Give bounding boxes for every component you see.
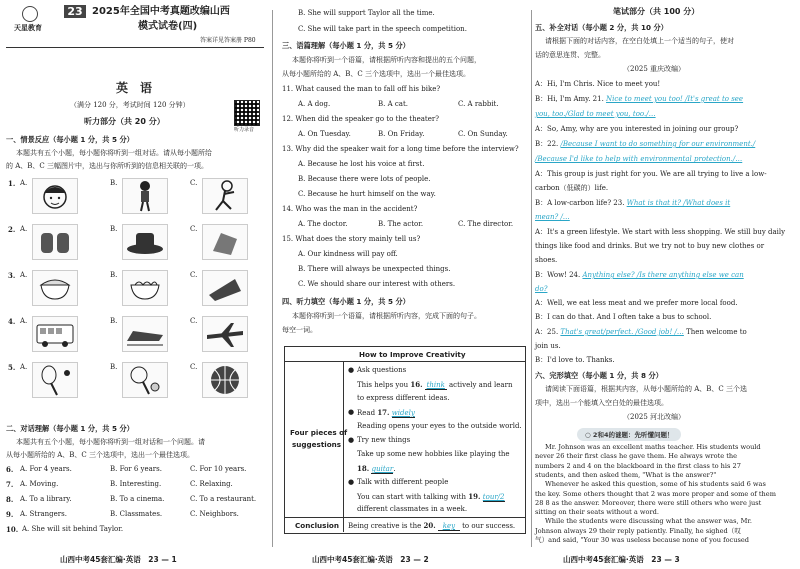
dialog-line: shoes. bbox=[535, 256, 558, 264]
item3-line2: 18. guitar. bbox=[357, 464, 396, 473]
option-a[interactable]: A. Strangers. bbox=[20, 510, 67, 518]
option-b[interactable]: B. A cat. bbox=[378, 100, 409, 108]
opt-a-label: A. bbox=[20, 317, 28, 325]
q-number: 2. bbox=[8, 225, 16, 234]
opt-a-label: A. bbox=[20, 363, 28, 371]
option-c[interactable]: C. For 10 years. bbox=[190, 465, 247, 473]
option-c[interactable]: C. Relaxing. bbox=[190, 480, 233, 488]
subject-title: 英 语 bbox=[116, 81, 153, 95]
q13-stem: 13. Why did the speaker wait for a long time before the interview? bbox=[282, 145, 519, 153]
bullet-icon: ● bbox=[348, 408, 355, 416]
tennis-icon[interactable] bbox=[122, 362, 168, 398]
boy-standing-icon[interactable] bbox=[122, 178, 168, 214]
passage-line: Mr. Johnson was an excellent maths teacher. His students would bbox=[545, 443, 761, 451]
item3-bullet: Try new things bbox=[357, 436, 411, 444]
dialog-line: A：Well, we eat less meat and we prefer more local food. bbox=[535, 299, 738, 307]
answer-reference: 答案详见答案册 P80 bbox=[200, 37, 256, 44]
column-1 bbox=[0, 0, 268, 569]
bullet-icon: ● bbox=[348, 478, 355, 486]
conclusion-text: Being creative is the 20. key to our success. bbox=[348, 521, 516, 530]
dialog-line: join us. bbox=[535, 342, 561, 350]
option-c[interactable]: C. A rabbit. bbox=[458, 100, 499, 108]
sec2-instr1: 本题共有五个小题，每小题你将听到一组对话和一个问题。请 bbox=[16, 438, 205, 446]
option-a[interactable]: A. To a library. bbox=[20, 495, 72, 503]
passage-line: numbers 2 and 4 on the blackboard in the first class to his 27 bbox=[535, 461, 741, 470]
passage-line: Johnson always 29 their reply patiently. Finally, he sighed（叹 bbox=[535, 526, 741, 535]
item1-line1: This helps you 16. think actively and learn bbox=[357, 380, 513, 389]
bus-icon[interactable] bbox=[32, 316, 78, 352]
dialog-line: B：A low-carbon life? 23. What is that it? /What does it bbox=[535, 199, 731, 207]
q12-stem: 12. When did the speaker go to the theater? bbox=[282, 115, 439, 123]
sec3-title: 三、语篇理解（每小题 1 分，共 5 分） bbox=[282, 41, 410, 50]
sec4-title: 四、听力填空（每小题 1 分，共 5 分） bbox=[282, 297, 410, 306]
source-note-1: （2025 重庆改编） bbox=[623, 65, 686, 73]
column-3 bbox=[533, 0, 795, 569]
opt-c-label: C. bbox=[190, 225, 198, 233]
dialog-line: B：22. /Because I want to do something for our environment./ bbox=[535, 140, 756, 148]
rice-bowl-icon[interactable] bbox=[32, 270, 78, 306]
written-title: 笔试部分（共 100 分） bbox=[613, 7, 700, 16]
passage-line: 28 8 as the answer. Moreover, there were still others who were just bbox=[535, 498, 762, 507]
opt-c-label: C. bbox=[190, 317, 198, 325]
sec1-title: 一、情景反应（每小题 1 分，共 5 分） bbox=[6, 135, 134, 144]
option-c[interactable]: C. Because he hurt himself on the way. bbox=[298, 190, 436, 198]
set-number-badge: 23 bbox=[64, 5, 86, 18]
basketball-icon[interactable] bbox=[202, 362, 248, 398]
passage-line: sitting on their seats without a word. bbox=[535, 508, 659, 517]
q-number: 5. bbox=[8, 363, 16, 372]
brand-logo bbox=[10, 6, 54, 36]
exam-title-line1: 2025年全国中考真题改编山西 bbox=[92, 6, 230, 17]
gloves-icon[interactable] bbox=[32, 224, 78, 260]
child-running-icon[interactable] bbox=[202, 178, 248, 214]
airplane-icon[interactable] bbox=[202, 316, 248, 352]
sec4-instr2: 每空一词。 bbox=[282, 326, 317, 334]
brand-name: 天星教育 bbox=[14, 23, 42, 32]
sec4-instr1: 本题你将听到一个语篇，请根据所听内容，完成下面的句子。 bbox=[292, 312, 481, 320]
column-2 bbox=[278, 0, 530, 569]
sec2-title: 二、对话理解（每小题 1 分，共 5 分） bbox=[6, 424, 134, 433]
qr-caption: 听力录音 bbox=[234, 127, 255, 133]
conclusion-label: Conclusion bbox=[295, 521, 339, 530]
q11-stem: 11. What caused the man to fall off his bike? bbox=[282, 85, 441, 93]
option-a[interactable]: A. Because he lost his voice at first. bbox=[298, 160, 425, 168]
sec5-instr1: 请根据下面的对话内容，在空白处填上一个适当的句子，使对 bbox=[545, 37, 734, 45]
opt-b-label: B. bbox=[110, 271, 118, 279]
dialog-line: B：I can do that. And I often take a bus to school. bbox=[535, 313, 712, 321]
answer-21[interactable]: Nice to meet you too! /It's great to see bbox=[606, 95, 744, 103]
answer-24-cont[interactable]: do? bbox=[535, 285, 548, 293]
answer-25[interactable]: That's great/perfect. /Good job! /… bbox=[560, 328, 684, 336]
table-title: How to Improve Creativity bbox=[359, 350, 466, 359]
q-number: 6. bbox=[6, 465, 14, 474]
answer-20[interactable]: key bbox=[438, 523, 460, 531]
dialog-line: A：So, Amy, why are you interested in joining our group? bbox=[535, 125, 739, 133]
qr-code[interactable] bbox=[234, 100, 260, 126]
q-number: 4. bbox=[8, 317, 16, 326]
suggestions-label-2: suggestions bbox=[292, 440, 342, 449]
listening-title: 听力部分（共 20 分） bbox=[84, 117, 165, 126]
item4-line2: different classmates in a week. bbox=[357, 505, 468, 513]
item4-bullet: Talk with different people bbox=[357, 478, 449, 486]
q10-option-c[interactable]: C. She will take part in the speech competition. bbox=[298, 25, 467, 33]
sec3-instr2: 从每小题所给的 A、B、C 三个选项中，选出一个最佳选项。 bbox=[282, 70, 471, 78]
creativity-table bbox=[284, 346, 526, 534]
option-b[interactable]: B. On Friday. bbox=[378, 130, 425, 138]
answer-22[interactable]: /Because I want to do something for our environment./ bbox=[560, 140, 756, 148]
passage-line: students, and then asked them, "What is the answer?" bbox=[535, 470, 717, 479]
opt-b-label: B. bbox=[110, 363, 118, 371]
answer-23[interactable]: What is that it? /What does it bbox=[626, 199, 731, 207]
glove-icon[interactable] bbox=[202, 224, 248, 260]
dialog-line: A：It's a green lifestyle. We start with less shopping. We still buy daily bbox=[535, 228, 786, 236]
source-note-2: （2025 河北改编） bbox=[623, 413, 686, 421]
dialog-line: A：Hi, I'm Chris. Nice to meet you! bbox=[535, 80, 661, 88]
opt-a-label: A. bbox=[20, 271, 28, 279]
noodles-icon[interactable] bbox=[122, 270, 168, 306]
option-a[interactable]: A. The doctor. bbox=[298, 220, 348, 228]
opt-c-label: C. bbox=[190, 363, 198, 371]
sec5-instr2: 话的意思连贯、完整。 bbox=[535, 51, 605, 59]
item4-line1: You can start with talking with 19. tour/2 bbox=[357, 492, 505, 501]
score-note: （满分 120 分，考试时间 120 分钟） bbox=[70, 101, 190, 109]
q-number: 8. bbox=[6, 495, 14, 504]
dialog-line: things like food and drinks. But we try not to buy new clothes or bbox=[535, 242, 765, 250]
sec2-instr2: 从每小题所给的 A、B、C 三个选项中，选出一个最佳选项。 bbox=[6, 451, 195, 459]
option-b[interactable]: B. There will always be unexpected things. bbox=[298, 265, 451, 273]
cake-icon[interactable] bbox=[202, 270, 248, 306]
dialog-line: A：25. That's great/perfect. /Good job! /… Then welcome to bbox=[535, 328, 747, 336]
q14-stem: 14. Who was the man in the accident? bbox=[282, 205, 418, 213]
option-b[interactable]: B. The actor. bbox=[378, 220, 424, 228]
title-rule bbox=[6, 47, 264, 48]
item1-line2: to express different ideas. bbox=[357, 394, 450, 402]
opt-b-label: B. bbox=[110, 317, 118, 325]
sec6-title: 六、完形填空（每小题 1 分，共 8 分） bbox=[535, 371, 663, 380]
option-b[interactable]: B. Interesting. bbox=[110, 480, 162, 488]
answer-24[interactable]: Anything else? /Is there anything else we can bbox=[582, 271, 744, 279]
opt-a-label: A. bbox=[20, 179, 28, 187]
dialog-line: carbon（低碳的）life. bbox=[535, 184, 609, 192]
option-a[interactable]: A. For 4 years. bbox=[20, 465, 72, 473]
item1-bullet: Ask questions bbox=[357, 366, 407, 374]
badminton-icon[interactable] bbox=[32, 362, 78, 398]
train-icon[interactable] bbox=[122, 316, 168, 352]
opt-a-label: A. bbox=[20, 225, 28, 233]
q-number: 7. bbox=[6, 480, 14, 489]
opt-c-label: C. bbox=[190, 271, 198, 279]
answer-23-cont[interactable]: mean? /… bbox=[535, 213, 570, 221]
option-a[interactable]: A. Moving. bbox=[20, 480, 59, 488]
opt-b-label: B. bbox=[110, 179, 118, 187]
item3-line1: Take up some new hobbies like playing the bbox=[357, 450, 510, 458]
option-a[interactable]: A. A dog. bbox=[298, 100, 331, 108]
sec6-instr2: 项中，选出一个能填入空白处的最佳选项。 bbox=[535, 399, 668, 407]
option-c[interactable]: C. The director. bbox=[458, 220, 514, 228]
sec5-title: 五、补全对话（每小题 2 分，共 10 分） bbox=[535, 23, 668, 32]
suggestions-label-1: Four pieces of bbox=[290, 428, 348, 437]
logo-mark-icon bbox=[22, 6, 38, 22]
answer-21-cont[interactable]: you, too./Glad to meet you, too./… bbox=[535, 110, 656, 118]
answer-17[interactable]: widely bbox=[391, 409, 415, 417]
option-a[interactable]: A. She will sit behind Taylor. bbox=[22, 525, 124, 533]
item2-bullet: Read 17. widely bbox=[357, 408, 415, 417]
dialog-line: A：This group is just right for you. We are all trying to live a low- bbox=[535, 170, 767, 178]
option-b[interactable]: B. For 6 years. bbox=[110, 465, 162, 473]
page-footer-1: 山西中考45套汇编·英语 23 — 1 bbox=[60, 555, 177, 564]
boy-face-icon[interactable] bbox=[32, 178, 78, 214]
option-c[interactable]: C. Neighbors. bbox=[190, 510, 239, 518]
sec1-instr2: 的 A、B、C 三幅图片中，选出与你所听到的信息相关联的一项。 bbox=[6, 162, 209, 170]
option-b[interactable]: B. To a cinema. bbox=[110, 495, 165, 503]
passage-line: the key. Some others thought that 2 was more proper and some of them bbox=[535, 489, 776, 498]
sec3-instr1: 本题你将听到一个语篇，请根据所听内容和提出的五个问题， bbox=[292, 56, 481, 64]
dialog-line: B：I'd love to. Thanks. bbox=[535, 356, 615, 364]
bullet-icon: ● bbox=[348, 436, 355, 444]
passage-line: Whenever he asked this question, some of his students said 6 was bbox=[545, 480, 766, 489]
dialog-line: B：Wow! 24. Anything else? /Is there anything else we can bbox=[535, 271, 744, 279]
page-footer-3: 山西中考45套汇编·英语 23 — 3 bbox=[563, 555, 680, 564]
option-b[interactable]: B. Because there were lots of people. bbox=[298, 175, 431, 183]
column-divider bbox=[531, 10, 532, 547]
q-number: 3. bbox=[8, 271, 16, 280]
answer-18[interactable]: guitar bbox=[371, 465, 394, 473]
option-a[interactable]: A. On Tuesday. bbox=[298, 130, 351, 138]
q10-option-b[interactable]: B. She will support Taylor all the time. bbox=[298, 9, 435, 17]
option-c[interactable]: C. To a restaurant. bbox=[190, 495, 257, 503]
dialog-line: B：Hi, I'm Amy. 21. Nice to meet you too! /It's great to see bbox=[535, 95, 744, 103]
option-b[interactable]: B. Classmates. bbox=[110, 510, 163, 518]
sec1-instr1: 本题共有五个小题，每小题你将听到一组对话。请从每小题所给 bbox=[16, 149, 212, 157]
tip-badge: ○ 2和4的谜题：先听懂问题！ bbox=[577, 428, 681, 441]
option-c[interactable]: C. On Sunday. bbox=[458, 130, 508, 138]
page-footer-2: 山西中考45套汇编·英语 23 — 2 bbox=[312, 555, 429, 564]
option-a[interactable]: A. Our kindness will pay off. bbox=[298, 250, 398, 258]
bullet-icon: ● bbox=[348, 366, 355, 374]
opt-b-label: B. bbox=[110, 225, 118, 233]
passage-line: 气）and said, "Your 30 was useless because none of you focused bbox=[535, 536, 749, 544]
answer-19[interactable]: tour/2 bbox=[482, 493, 505, 501]
passage-line: never 26 their first class he gave them. He always wrote the bbox=[535, 452, 738, 461]
column-divider bbox=[272, 10, 273, 547]
item2-line1: Reading opens your eyes to the outside world. bbox=[357, 422, 522, 430]
exam-title-line2: 模式试卷(四) bbox=[138, 21, 198, 32]
q-number: 10. bbox=[6, 525, 19, 534]
answer-22-cont[interactable]: /Because I'd like to help with environmental protection./… bbox=[535, 155, 743, 163]
option-c[interactable]: C. We should share our interest with others. bbox=[298, 280, 456, 288]
opt-c-label: C. bbox=[190, 179, 198, 187]
passage-line: While the students were discussing what the answer was, Mr. bbox=[545, 517, 752, 526]
q15-stem: 15. What does the story mainly tell us? bbox=[282, 235, 421, 243]
answer-16[interactable]: think bbox=[426, 381, 445, 389]
q-number: 9. bbox=[6, 510, 14, 519]
q-number: 1. bbox=[8, 179, 16, 188]
sec6-instr1: 请阅读下面语篇，根据其内容，从每小题所给的 A、B、C 三个选 bbox=[545, 385, 748, 393]
hat-icon[interactable] bbox=[122, 224, 168, 260]
